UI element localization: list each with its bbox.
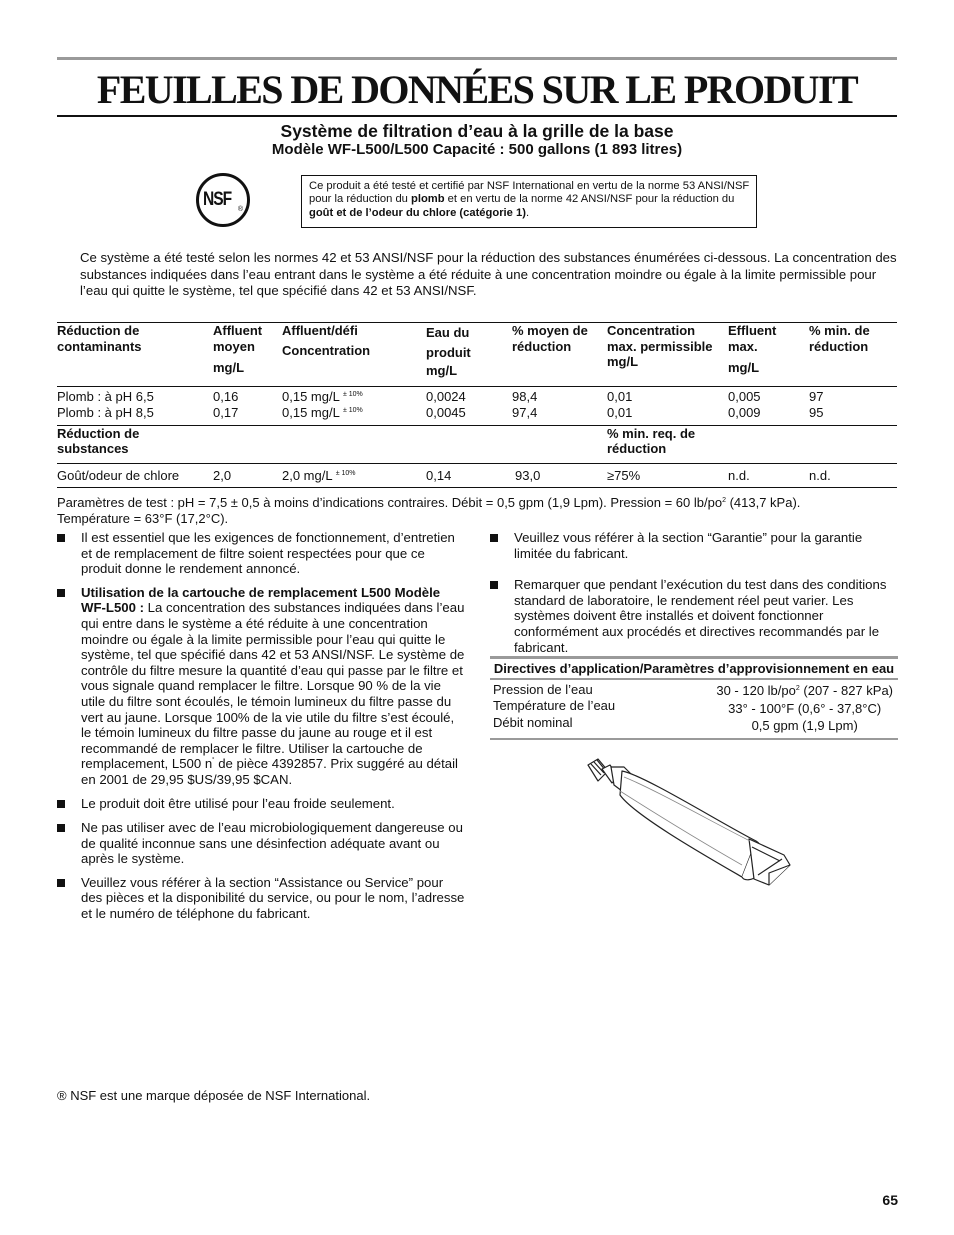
nsf-logo-registered: ® [237,206,243,213]
list-item [57,530,465,577]
pressure-b: (207 - 827 kPa) [799,683,893,698]
header-affluent-unit: mg/L [213,360,245,376]
header-contaminants: Réduction de contaminants [57,323,142,354]
intro-paragraph: Ce système a été testé selon les normes 42 et 53 ANSI/NSF pour la réduction des substances énumérées ci-dessous. La concentration des substances indiquées dans l’eau entrant dans le système a été réduite à une concentration moindre ou égale à la limite permissible pour l’eau qui quitte le système, tel que spécifié dans 42 et 53 ANSI/NSF. [80,250,897,299]
header-effluent-unit: mg/L [728,360,760,376]
bullet-square-icon [57,589,65,597]
lead-moyen-cell [512,387,607,421]
header-eau-produit-label: Eau du produit [426,325,471,360]
lead-min-cell [809,387,897,421]
lead-effluent-cell [728,387,809,421]
directive-value-pressure [716,682,893,700]
empty-cell [213,425,282,463]
header-substances: Réduction de substances [57,425,140,457]
directives-title: Directives d’application/Paramètres d’approvisionnement en eau [493,661,895,676]
lead-row-2-moyen: 97,4 [512,404,538,420]
directives-bottom-rule [490,738,898,740]
pressure-a: 30 - 120 lb/po [716,683,796,698]
taste-tolerance: ± 10% [335,469,356,477]
taste-produit: 0,14 [426,467,452,483]
list-item [57,796,465,812]
empty-cell [809,425,897,463]
filter-cartridge-illustration [584,755,796,889]
empty-cell [426,425,512,463]
table-row [57,387,897,421]
directives-table [490,656,898,740]
table-bottom-rule [57,487,897,488]
cert-bold-chlorine: goût et de l’odeur du chlore (catégorie 1) [309,206,526,219]
lead-row-1-moyen: 98,4 [512,389,538,404]
params-text-a: Paramètres de test : pH = 7,5 ± 0,5 à moins d’indications contraires. Débit = 0,5 gpm (1,9 Lpm). Pression = 60 lb/po [57,495,723,510]
left-bullet-list [57,530,465,930]
taste-moyen: 93,0 [515,467,541,483]
header-pct-min: % min. de réduction [809,323,870,354]
empty-cell [728,425,809,463]
lead-row-2-min: 95 [809,404,824,420]
directive-value-flow: 0,5 gpm (1,9 Lpm) [751,718,858,733]
lead-row-1-produit: 0,0024 [426,389,466,404]
cert-text-3: . [525,206,530,219]
lead-name-cell [57,387,213,421]
lead-row-2-defi: 0,15 mg/L [282,404,340,420]
taste-min: n.d. [809,467,831,483]
header-effluent-max [728,323,809,387]
certification-box [301,175,757,228]
bullet-square-icon [57,824,65,832]
lead-row-2-max-perm: 0,01 [607,404,633,420]
cert-text-2: et en vertu de la norme 42 ANSI/NSF pour la réduction du [444,193,735,206]
list-item [490,577,898,655]
lead-row-1-affluent: 0,16 [213,389,239,404]
directive-label-pressure: Pression de l’eau [493,682,593,697]
lead-row-2-affluent: 0,17 [213,404,239,420]
directives-labels [493,682,615,735]
lead-row-2-defi-wrap [282,405,426,421]
header-conc-max-unit: mg/L [607,354,639,370]
page-title: FEUILLES DE DONNÉES SUR LE PRODUIT [96,67,858,112]
cert-text-1: Ce produit a été testé et certifié par NSF International en vertu de la norme 53 ANSI/NSF pour la réduction du [309,180,750,206]
header-pct-moyen: % moyen de réduction [512,323,588,354]
header-affluent-moyen [213,323,282,387]
header-min-req: % min. req. de réduction [607,425,696,457]
left-bullet-4: Ne pas utiliser avec de l’eau microbiologiquement dangereuse ou de qualité inconnue sans une désinfection adéquate avant ou après le système. [81,820,463,867]
left-bullet-1: Il est essentiel que les exigences de fonctionnement, d’entretien et de remplacement de filtre soient respectées pour que ce produit donne le rendement annoncé. [81,530,455,577]
lead-row-1-max-perm: 0,01 [607,389,633,404]
lead-row-2-effluent: 0,009 [728,404,761,420]
page-number: 65 [882,1192,898,1208]
left-bullet-2-degree: ˚ [212,758,215,766]
lead-row-1-min: 97 [809,389,824,404]
test-parameters-line-2: Température = 63°F (17,2°C). [57,511,229,526]
directive-label-temperature: Température de l’eau [493,698,616,714]
lead-max-perm-cell [607,387,728,421]
directive-value-temperature: 33° - 100°F (0,6° - 37,8°C) [728,700,882,716]
lead-row-2-name: Plomb : à pH 8,5 [57,404,154,420]
right-bullet-list [490,530,898,663]
nsf-logo-text: NSF [203,189,232,210]
taste-defi: 2,0 mg/L [282,467,333,483]
bullet-square-icon [57,800,65,808]
lead-produit-cell [426,387,512,421]
header-conc-max-label: Concentration max. permissible [607,323,713,354]
directives-rows [490,680,898,738]
bullet-square-icon [57,534,65,542]
pressure-superscript: 2 [795,685,800,692]
taste-min-req: ≥75% [607,467,641,483]
header-effluent-max-label: Effluent max. [728,323,777,354]
table-subheader-row [57,425,897,463]
empty-cell [512,425,607,463]
empty-cell [282,425,426,463]
taste-name: Goût/odeur de chlore [57,467,180,483]
nsf-logo [196,173,250,227]
model-capacity-line: Modèle WF-L500/L500 Capacité : 500 gallons (1 893 litres) [271,141,683,158]
bullet-square-icon [490,534,498,542]
list-item [490,530,898,561]
right-bullet-2: Remarquer que pendant l’exécution du test dans des conditions standard de laboratoire, le rendement réel peut varier. Les systèmes doivent être installés et doivent fonctionner conformément aux procédés et directives recommandés par le fabricant. [514,577,887,655]
lead-defi-cell [282,387,426,421]
params-text-b: (413,7 kPa). [725,495,801,510]
cert-bold-lead: plomb [411,193,445,206]
lead-affluent-cell [213,387,282,421]
list-item [57,585,465,788]
lead-row-1-name: Plomb : à pH 6,5 [57,389,154,404]
title-rule [57,115,897,117]
header-conc-max [607,323,728,387]
test-parameters [57,495,897,527]
directives-values [716,682,893,735]
performance-table [57,322,897,490]
lead-row-1-tolerance: ± 10% [342,391,363,398]
header-affluent-defi [282,323,426,387]
left-bullet-5: Veuillez vous référer à la section “Assistance ou Service” pour des pièces et la disponibilité du service, ou pour le nom, l’adresse et le numéro de téléphone du fabricant. [81,874,465,922]
table-header-row [57,323,897,387]
header-concentration: Concentration [282,342,371,358]
taste-effluent: n.d. [728,467,750,483]
list-item [57,820,465,867]
bullet-square-icon [57,879,65,887]
list-item [57,875,465,922]
left-bullet-2-text-b: de pièce 4392857. Prix suggéré au détail en 2001 de 29,95 $US/39,95 $CAN. [81,756,458,787]
left-bullet-2-bold: Utilisation de la cartouche de remplacement L500 Modèle WF-L500 : [81,584,441,616]
lead-row-1-defi-wrap [282,389,426,405]
left-bullet-3: Le produit doit être utilisé pour l’eau froide seulement. [81,795,395,811]
header-affluent-moyen-label: Affluent moyen [213,323,263,354]
lead-row-1-effluent: 0,005 [728,389,761,404]
product-subtitle: Système de filtration d’eau à la grille de la base [280,121,674,141]
top-rule [57,57,897,60]
right-bullet-1: Veuillez vous référer à la section “Garantie” pour la garantie limitée du fabricant. [514,530,863,561]
header-eau-produit [426,323,512,387]
params-superscript: 2 [722,497,726,504]
lead-row-2-tolerance: ± 10% [342,406,363,414]
test-parameters-line-1 [57,495,897,511]
left-bullet-2-text-a: La concentration des substances indiquées dans l’eau qui entre dans le système a été réduite à une concentration moindre ou égale à la limite permissible pour l’eau qui quitte le système, tel que spécifié dans 42 et 53 ANSI/NSF. Le système de contrôle du filtre mesure la quantité d’eau qui passe par le filtre et vous signale quand remplacer le filtre. Lorsque 90 % de la vie utile du filtre sont écoulés, le témoin lumineux du filtre passe du vert au jaune. Lorsque 100% de la vie utile du filtre s’est écoulé, le témoin lumineux du filtre passe du jaune au rouge et il est recommandé de remplacer le filtre. Utiliser la cartouche de remplacement, L500 n [81,600,465,772]
header-affluent-defi-label: Affluent/défi [282,323,358,338]
lead-row-1-defi: 0,15 mg/L [282,389,340,404]
header-eau-unit: mg/L [426,363,458,378]
directive-label-flow: Débit nominal [493,714,573,730]
footnote: ® NSF est une marque déposée de NSF International. [57,1088,371,1103]
lead-row-2-produit: 0,0045 [426,404,466,420]
taste-affluent: 2,0 [213,467,232,483]
bullet-square-icon [490,581,498,589]
